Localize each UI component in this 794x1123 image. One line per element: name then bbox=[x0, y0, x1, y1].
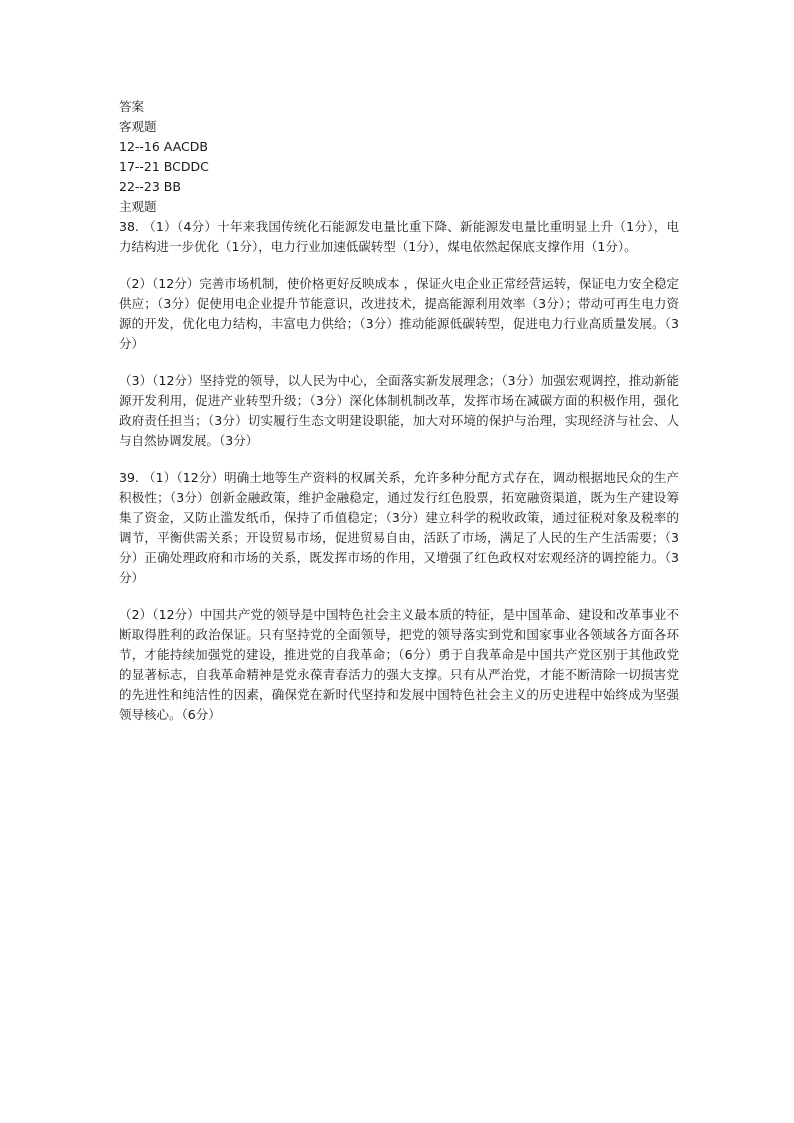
paragraph-spacer bbox=[119, 257, 679, 274]
subjective-section-title: 主观题 bbox=[119, 199, 157, 214]
document-heading: 答案 bbox=[119, 99, 145, 114]
objective-answer-line: 12--16 AACDB bbox=[119, 139, 208, 154]
answer-document bbox=[119, 97, 679, 725]
objective-section-title: 客观题 bbox=[119, 119, 157, 134]
answer-paragraph-38-1: 38. （1）（4分）十年来我国传统化石能源发电量比重下降、新能源发电量比重明显上升（1分），电力结构进一步优化（1分），电力行业加速低碳转型（1分），煤电依然起保底支撑作用（1分）。 bbox=[119, 219, 679, 254]
answer-paragraph-38-3: （3）（12分）坚持党的领导，以人民为中心，全面落实新发展理念；（3分）加强宏观调控，推动新能源开发利用，促进产业转型升级；（3分）深化体制机制改革，发挥市场在减碳方面的积极作用，强化政府责任担当；（3分）切实履行生态文明建设职能，加大对环境的保护与治理，实现经济与社会、人与自然协调发展。（3分） bbox=[119, 373, 679, 448]
paragraph-spacer bbox=[119, 354, 679, 371]
paragraph-spacer bbox=[119, 451, 679, 468]
answer-paragraph-39-1: 39. （1）（12分）明确土地等生产资料的权属关系，允许多种分配方式存在，调动根据地民众的生产积极性；（3分）创新金融政策，维护金融稳定，通过发行红色股票，拓宽融资渠道，既为生产建设筹集了资金，又防止滥发纸币，保持了币值稳定；（3分）建立科学的税收政策，通过征税对象及税率的调节，平衡供需关系；开设贸易市场，促进贸易自由，活跃了市场，满足了人民的生产生活需要；（3分）正确处理政府和市场的关系，既发挥市场的作用，又增强了红色政权对宏观经济的调控能力。（3分） bbox=[119, 470, 679, 585]
paragraph-spacer bbox=[119, 588, 679, 605]
objective-answer-line: 17--21 BCDDC bbox=[119, 159, 209, 174]
answer-paragraph-39-2: （2）（12分）中国共产党的领导是中国特色社会主义最本质的特征，是中国革命、建设和改革事业不断取得胜利的政治保证。只有坚持党的全面领导，把党的领导落实到党和国家事业各领域各方面各环节，才能持续加强党的建设，推进党的自我革命；（6分）勇于自我革命是中国共产党区别于其他政党的显著标志，自我革命精神是党永葆青春活力的强大支撑。只有从严治党，才能不断清除一切损害党的先进性和纯洁性的因素，确保党在新时代坚持和发展中国特色社会主义的历史进程中始终成为坚强领导核心。（6分） bbox=[119, 607, 679, 722]
answer-paragraph-38-2: （2）（12分）完善市场机制，使价格更好反映成本 ，保证火电企业正常经营运转，保证电力安全稳定供应；（3分）促使用电企业提升节能意识，改进技术，提高能源利用效率（3分）；带动可再生电力资源的开发，优化电力结构，丰富电力供给；（3分）推动能源低碳转型，促进电力行业高质量发展。（3分） bbox=[119, 276, 679, 351]
objective-answer-line: 22--23 BB bbox=[119, 179, 181, 194]
